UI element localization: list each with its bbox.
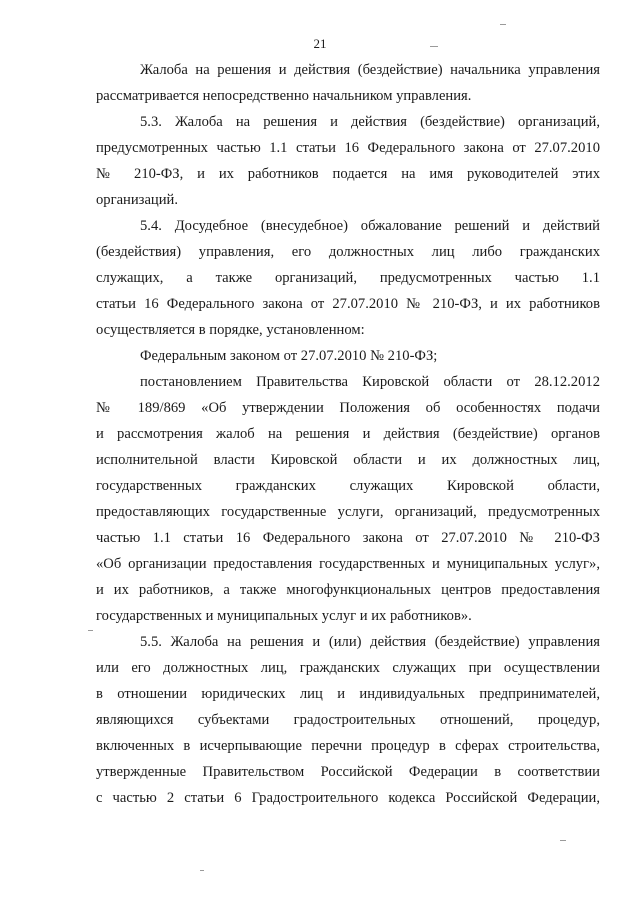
text-line: или его должностных лиц, гражданских служащих при осуществлении — [96, 660, 600, 676]
text-line: утвержденные Правительством Российской Федерации в соответствии — [96, 764, 600, 780]
text-line: исполнительной власти Кировской области и их должностных лиц, — [96, 452, 600, 468]
text-line: статьи 16 Федерального закона от 27.07.2010 № 210-ФЗ, и их работников — [96, 296, 600, 312]
text-line: постановлением Правительства Кировской области от 28.12.2012 — [140, 374, 600, 390]
scan-noise — [200, 870, 204, 871]
text-line: осуществляется в порядке, установленном: — [96, 322, 365, 338]
text-line: Жалоба на решения и действия (бездействие) начальника управления — [140, 62, 600, 78]
scan-noise — [430, 46, 438, 47]
text-line: «Об организации предоставления государственных и муниципальных услуг», — [96, 556, 600, 572]
text-line: включенных в исчерпывающие перечни процедур в сферах строительства, — [96, 738, 600, 754]
scan-noise — [560, 840, 566, 841]
text-line: предоставляющих государственные услуги, организаций, предусмотренных — [96, 504, 600, 520]
text-line: организаций. — [96, 192, 178, 208]
text-line: (бездействия) управления, его должностных лиц либо гражданских — [96, 244, 600, 260]
text-line: 5.4. Досудебное (внесудебное) обжалование решений и действий — [140, 218, 600, 234]
page-number: 21 — [313, 36, 327, 51]
text-line: с частью 2 статьи 6 Градостроительного кодекса Российской Федерации, — [96, 790, 600, 806]
text-line: служащих, а также организаций, предусмотренных частью 1.1 — [96, 270, 600, 286]
text-line: Федеральным законом от 27.07.2010 № 210-ФЗ; — [140, 348, 438, 364]
text-line: рассматривается непосредственно начальником управления. — [96, 88, 472, 104]
text-line: № 189/869 «Об утверждении Положения об особенностях подачи — [96, 400, 600, 416]
text-line: 5.3. Жалоба на решения и действия (бездействие) организаций, — [140, 114, 600, 130]
scan-noise — [88, 630, 93, 631]
text-line: предусмотренных частью 1.1 статьи 16 Федерального закона от 27.07.2010 — [96, 140, 600, 156]
text-line: частью 1.1 статьи 16 Федерального закона от 27.07.2010 № 210-ФЗ — [96, 530, 600, 546]
text-line: и их работников, а также многофункциональных центров предоставления — [96, 582, 600, 598]
text-line: 5.5. Жалоба на решения и (или) действия (бездействие) управления — [140, 634, 600, 650]
text-line: и рассмотрения жалоб на решения и действия (бездействие) органов — [96, 426, 600, 442]
text-line: в отношении юридических лиц и индивидуальных предпринимателей, — [96, 686, 600, 702]
text-line: № 210-ФЗ, и их работников подается на имя руководителей этих — [96, 166, 600, 182]
text-line: государственных гражданских служащих Кировской области, — [96, 478, 600, 494]
text-line: являющихся субъектами градостроительных отношений, процедур, — [96, 712, 600, 728]
text-line: государственных и муниципальных услуг и их работников». — [96, 608, 472, 624]
scan-noise — [500, 24, 506, 25]
